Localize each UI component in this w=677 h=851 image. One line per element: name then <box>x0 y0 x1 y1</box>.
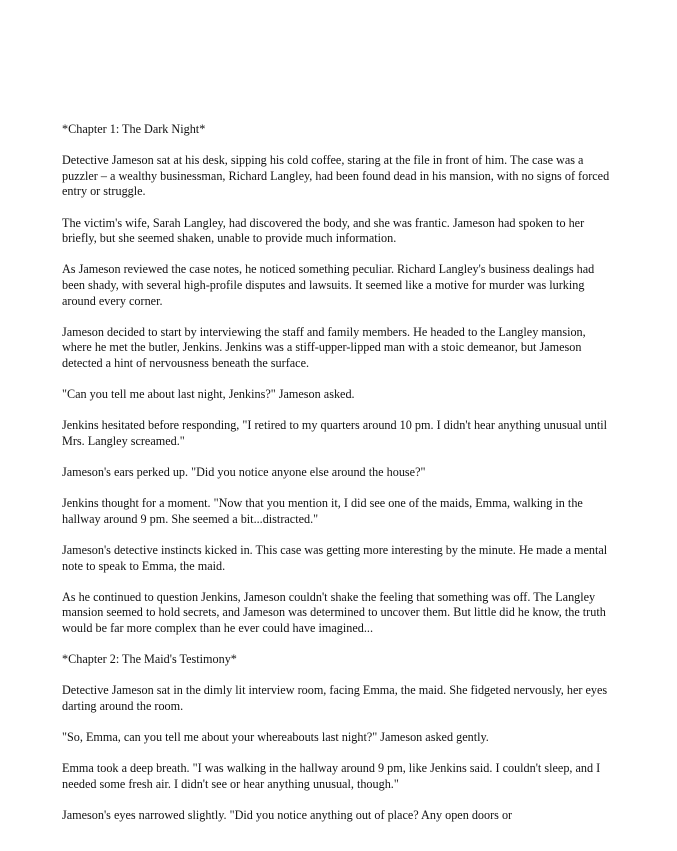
paragraph: Detective Jameson sat at his desk, sipping his cold coffee, staring at the file in front of him. The case was a puzzler – a wealthy businessman, Richard Langley, had been found dead in his mansion, with no signs of forced entry or struggle. <box>62 153 610 199</box>
paragraph: "So, Emma, can you tell me about your whereabouts last night?" Jameson asked gently. <box>62 730 489 745</box>
paragraph: Jenkins thought for a moment. "Now that you mention it, I did see one of the maids, Emma, walking in the hallway around 9 pm. She seemed a bit...distracted." <box>62 496 583 526</box>
paragraph: Jameson's ears perked up. "Did you notice anyone else around the house?" <box>62 465 426 480</box>
paragraph: As Jameson reviewed the case notes, he noticed something peculiar. Richard Langley's business dealings had been shady, with several high-profile disputes and lawsuits. It seemed like a motive for murder was lurking around every corner. <box>62 262 595 308</box>
paragraph: The victim's wife, Sarah Langley, had discovered the body, and she was frantic. Jameson had spoken to her briefly, but she seemed shaken, unable to provide much information. <box>62 215 585 246</box>
paragraph: Jameson's detective instincts kicked in. This case was getting more interesting by the minute. He made a mental note to speak to Emma, the maid. <box>62 543 608 573</box>
paragraph: Emma took a deep breath. "I was walking in the hallway around 9 pm, like Jenkins said. I couldn't sleep, and I needed some fresh air. I didn't see or hear anything unusual, though." <box>62 761 601 791</box>
paragraph: "Can you tell me about last night, Jenkins?" Jameson asked. <box>62 387 355 402</box>
paragraph: Jameson's eyes narrowed slightly. "Did you notice anything out of place? Any open doors or <box>62 808 513 823</box>
document-page <box>62 122 618 839</box>
chapter-2-heading: *Chapter 2: The Maid's Testimony* <box>62 652 237 667</box>
chapter-1-heading: *Chapter 1: The Dark Night* <box>62 122 206 136</box>
paragraph: As he continued to question Jenkins, Jameson couldn't shake the feeling that something was off. The Langley mansion seemed to hold secrets, and Jameson was determined to uncover them. But little did he know, the truth would be far more complex than he ever could have imagined... <box>62 589 606 635</box>
paragraph: Jameson decided to start by interviewing the staff and family members. He headed to the Langley mansion, where he met the butler, Jenkins. Jenkins was a stiff-upper-lipped man with a stoic demeanor, but Jameson detected a hint of nervousness beneath the surface. <box>62 324 586 370</box>
paragraph: Jenkins hesitated before responding, "I retired to my quarters around 10 pm. I didn't hear anything unusual until Mrs. Langley screamed." <box>62 418 607 448</box>
paragraph: Detective Jameson sat in the dimly lit interview room, facing Emma, the maid. She fidgeted nervously, her eyes darting around the room. <box>62 683 608 713</box>
